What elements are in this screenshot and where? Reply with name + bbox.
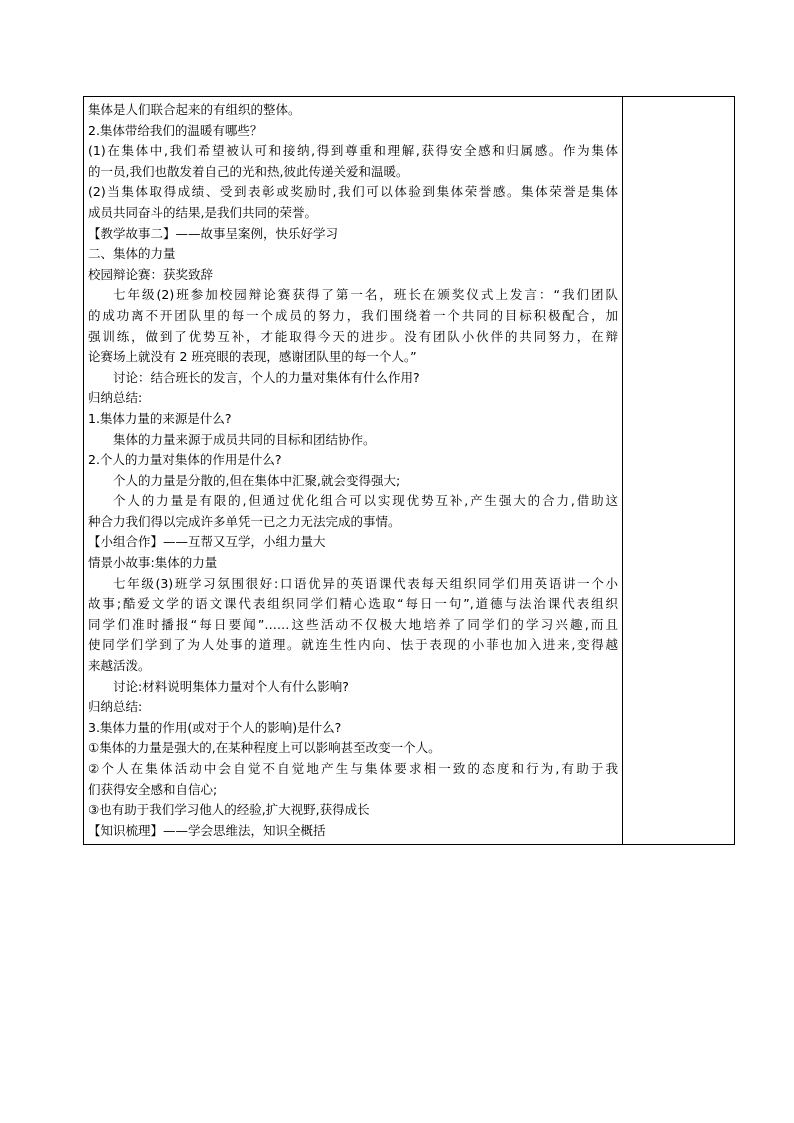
- section-heading: 【知识梳理】——学会思维法，知识全概括: [88, 822, 326, 838]
- text-line: 同学们准时播报“每日要闻”……这些活动不仅极大地培养了同学们的学习兴趣,而且: [88, 616, 618, 632]
- text-line: 七年级(2)班参加校园辩论赛获得了第一名，班长在颁奖仪式上发言：“我们团队: [113, 287, 618, 303]
- text-line: 2.个人的力量对集体的作用是什么?: [88, 452, 282, 468]
- section-heading: 【教学故事二】——故事呈案例，快乐好学习: [88, 225, 339, 241]
- text-line: 校园辩论赛：获奖致辞: [88, 266, 214, 282]
- text-line: ①集体的力量是强大的,在某种程度上可以影响甚至改变一个人。: [88, 740, 441, 756]
- text-line: 强训练，做到了优势互补，才能取得今天的进步。没有团队小伙伴的共同努力，在辩: [88, 328, 618, 344]
- text-line: 讨论:材料说明集体力量对个人有什么影响?: [113, 678, 349, 694]
- text-line: 讨论：结合班长的发言，个人的力量对集体有什么作用?: [113, 369, 420, 385]
- text-line: 使同学们学到了为人处事的道理。就连生性内向、怯于表现的小菲也加入进来,变得越: [88, 637, 618, 653]
- text-line: 3.集体力量的作用(或对于个人的影响)是什么?: [88, 719, 342, 735]
- text-line: 故事;酷爱文学的语文课代表组织同学们精心选取“每日一句”,道德与法治课代表组织: [88, 596, 618, 612]
- column-divider: [622, 97, 623, 844]
- text-line: 的一员,我们也散发着自己的光和热,彼此传递关爱和温暖。: [88, 163, 409, 179]
- text-line: 2.集体带给我们的温暖有哪些？: [88, 122, 263, 138]
- text-line: 集体是人们联合起来的有组织的整体。: [88, 102, 301, 117]
- text-line: 集体的力量来源于成员共同的目标和团结协作。: [113, 431, 376, 447]
- text-line: 个人的力量是有限的,但通过优化组合可以实现优势互补,产生强大的合力,借助这: [113, 493, 618, 509]
- text-line: (2)当集体取得成绩、受到表彰或奖励时,我们可以体验到集体荣誉感。集体荣誉是集体: [88, 184, 618, 200]
- text-line: 个人的力量是分散的,但在集体中汇聚,就会变得强大;: [113, 472, 401, 488]
- lesson-table: [83, 96, 735, 845]
- text-line: ③也有助于我们学习他人的经验,扩大视野,获得成长: [88, 802, 370, 818]
- text-line: 论赛场上就没有 2 班亮眼的表现，感谢团队里的每一个人。”: [88, 349, 417, 365]
- section-heading: 【小组合作】——互帮又互学，小组力量大: [88, 534, 326, 550]
- text-line: 成员共同奋斗的结果,是我们共同的荣誉。: [88, 204, 317, 220]
- text-line: 来越活泼。: [88, 658, 151, 674]
- text-line: 七年级(3)班学习氛围很好:口语优异的英语课代表每天组织同学们用英语讲一个小: [113, 575, 618, 591]
- text-line: 的成功离不开团队里的每一个成员的努力，我们围绕着一个共同的目标积极配合，加: [88, 307, 618, 323]
- text-line: 种合力我们得以完成许多单凭一已之力无法完成的事情。: [88, 513, 401, 529]
- text-line: ②个人在集体活动中会自觉不自觉地产生与集体要求相一致的态度和行为,有助于我: [88, 761, 618, 776]
- text-line: (1)在集体中,我们希望被认可和接纳,得到尊重和理解,获得安全感和归属感。作为集体: [88, 143, 618, 159]
- text-line: 归纳总结:: [88, 699, 143, 715]
- content-cell: [88, 100, 618, 841]
- text-line: 情景小故事:集体的力量: [88, 555, 218, 571]
- text-line: 1.集体力量的来源是什么?: [88, 410, 232, 426]
- section-heading: 二、集体的力量: [88, 246, 176, 262]
- text-line: 们获得安全感和自信心;: [88, 781, 218, 797]
- text-line: 归纳总结:: [88, 390, 143, 406]
